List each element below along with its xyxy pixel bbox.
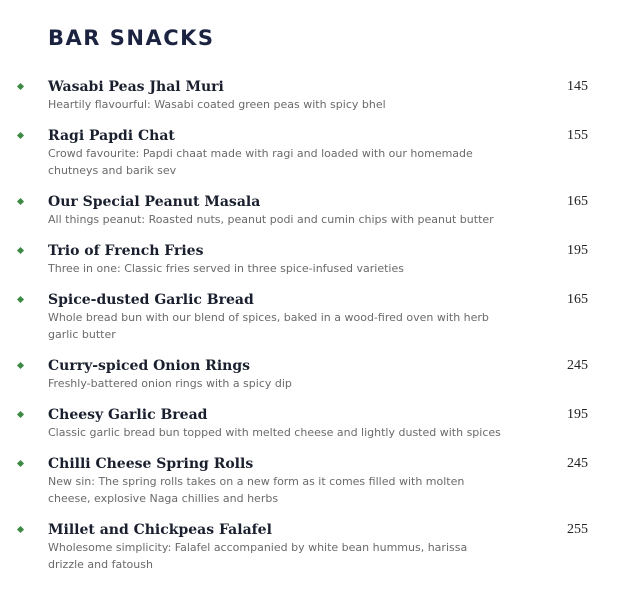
item-name: Chilli Cheese Spring Rolls xyxy=(48,456,254,472)
item-price: 155 xyxy=(567,128,588,143)
menu-item xyxy=(0,455,588,507)
item-price: 245 xyxy=(567,358,588,373)
item-description: Wholesome simplicity: Falafel accompanied by white bean hummus, harissa drizzle and fatoush xyxy=(48,541,468,571)
item-name: Trio of French Fries xyxy=(48,243,204,259)
item-description: Crowd favourite: Papdi chaat made with ragi and loaded with our homemade chutneys and barik sev xyxy=(48,147,473,177)
diamond-bullet-icon xyxy=(17,460,24,467)
item-description: Three in one: Classic fries served in three spice-infused varieties xyxy=(48,262,404,275)
item-price: 165 xyxy=(567,292,588,307)
item-name: Our Special Peanut Masala xyxy=(48,194,261,210)
item-name: Ragi Papdi Chat xyxy=(48,128,175,144)
diamond-bullet-icon xyxy=(17,411,24,418)
item-description: Classic garlic bread bun topped with melted cheese and lightly dusted with spices xyxy=(48,426,501,439)
diamond-bullet-icon xyxy=(17,296,24,303)
item-name: Curry-spiced Onion Rings xyxy=(48,358,250,374)
item-description: All things peanut: Roasted nuts, peanut podi and cumin chips with peanut butter xyxy=(48,213,494,226)
item-price: 195 xyxy=(567,243,588,258)
item-description: Freshly-battered onion rings with a spicy dip xyxy=(48,377,292,390)
item-price: 145 xyxy=(567,79,588,94)
diamond-bullet-icon xyxy=(17,362,24,369)
diamond-bullet-icon xyxy=(17,526,24,533)
item-description: Whole bread bun with our blend of spices, baked in a wood-fired oven with herb garlic butter xyxy=(48,311,489,341)
menu-list xyxy=(0,78,623,587)
menu-item xyxy=(0,127,588,179)
diamond-bullet-icon xyxy=(17,83,24,90)
section-title: BAR SNACKS xyxy=(48,26,215,50)
menu-item xyxy=(0,78,588,113)
diamond-bullet-icon xyxy=(17,198,24,205)
item-price: 255 xyxy=(567,522,588,537)
menu-item xyxy=(0,406,588,441)
menu-item xyxy=(0,521,588,573)
item-description: Heartily flavourful: Wasabi coated green peas with spicy bhel xyxy=(48,98,386,111)
diamond-bullet-icon xyxy=(17,247,24,254)
item-price: 195 xyxy=(567,407,588,422)
item-name: Cheesy Garlic Bread xyxy=(48,407,208,423)
diamond-bullet-icon xyxy=(17,132,24,139)
item-name: Millet and Chickpeas Falafel xyxy=(48,522,272,538)
menu-item xyxy=(0,193,588,228)
item-name: Wasabi Peas Jhal Muri xyxy=(48,79,224,95)
menu-item xyxy=(0,291,588,343)
menu-item xyxy=(0,242,588,277)
item-price: 245 xyxy=(567,456,588,471)
menu-item xyxy=(0,357,588,392)
item-name: Spice-dusted Garlic Bread xyxy=(48,292,254,308)
item-price: 165 xyxy=(567,194,588,209)
item-description: New sin: The spring rolls takes on a new form as it comes filled with molten cheese, explosive Naga chillies and herbs xyxy=(48,475,465,505)
